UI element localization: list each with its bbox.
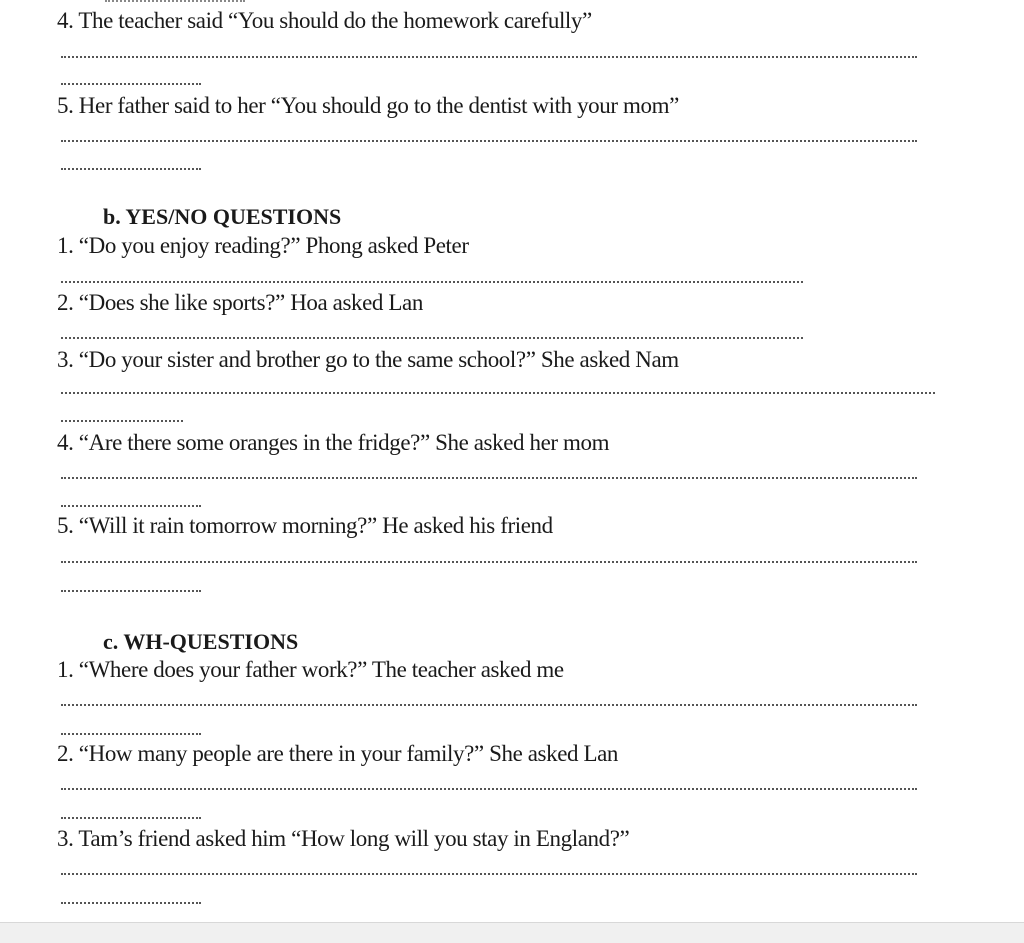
answer-line[interactable]	[61, 392, 935, 394]
yes-no-item-2: 2. “Does she like sports?” Hoa asked Lan	[57, 290, 423, 315]
answer-line-continuation[interactable]	[61, 420, 183, 422]
answer-line-continuation[interactable]	[61, 505, 201, 507]
answer-line-cutoff	[105, 0, 245, 2]
section-c-heading: c. WH-QUESTIONS	[103, 629, 299, 654]
wh-item-1: 1. “Where does your father work?” The teacher asked me	[57, 657, 564, 682]
viewer-bottom-edge	[0, 922, 1024, 943]
answer-line-continuation[interactable]	[61, 590, 201, 592]
answer-line-continuation[interactable]	[61, 168, 201, 170]
yes-no-item-5: 5. “Will it rain tomorrow morning?” He asked his friend	[57, 513, 553, 538]
wh-item-3: 3. Tam’s friend asked him “How long will you stay in England?”	[57, 826, 630, 851]
answer-line[interactable]	[61, 788, 917, 790]
statement-item-4: 4. The teacher said “You should do the homework carefully”	[57, 8, 592, 33]
wh-item-2: 2. “How many people are there in your family?” She asked Lan	[57, 741, 619, 766]
answer-line[interactable]	[61, 477, 917, 479]
yes-no-item-3: 3. “Do your sister and brother go to the same school?” She asked Nam	[57, 347, 679, 372]
answer-line[interactable]	[61, 704, 917, 706]
yes-no-item-4: 4. “Are there some oranges in the fridge?” She asked her mom	[57, 430, 610, 455]
answer-line[interactable]	[61, 281, 803, 283]
answer-line[interactable]	[61, 561, 917, 563]
answer-line-continuation[interactable]	[61, 817, 201, 819]
section-b-heading: b. YES/NO QUESTIONS	[103, 204, 342, 229]
answer-line[interactable]	[61, 56, 917, 58]
answer-line[interactable]	[61, 873, 917, 875]
yes-no-item-1: 1. “Do you enjoy reading?” Phong asked Peter	[57, 233, 469, 258]
answer-line-continuation[interactable]	[61, 733, 201, 735]
answer-line[interactable]	[61, 337, 803, 339]
answer-line-continuation[interactable]	[61, 902, 201, 904]
statement-item-5: 5. Her father said to her “You should go to the dentist with your mom”	[57, 93, 679, 118]
answer-line[interactable]	[61, 140, 917, 142]
answer-line-continuation[interactable]	[61, 83, 201, 85]
